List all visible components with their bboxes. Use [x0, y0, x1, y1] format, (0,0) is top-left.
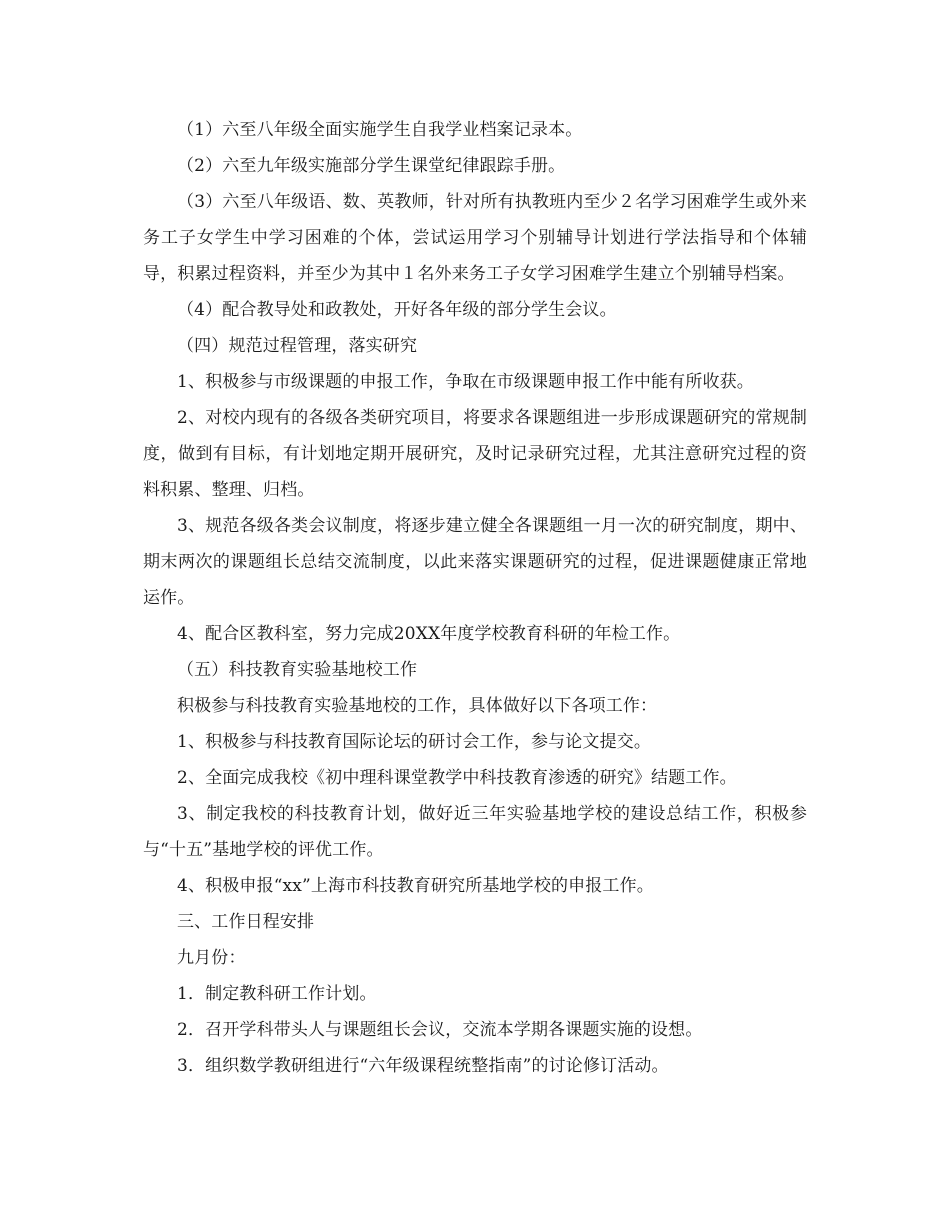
paragraph-15: 4、积极申报“xx”上海市科技教育研究所基地学校的申报工作。 [177, 876, 654, 896]
paragraph-3: （3）六至八年级语、数、英教师，针对所有执教班内至少２名学习困难学生或外来务工子女学生中学习困难的个体，尝试运用学习个别辅导计划进行学法指导和个体辅导，积累过程资料，并至少为其中１名外来务工子女学习困难学生建立个别辅导档案。 [143, 192, 807, 284]
schedule-item-2: 2．召开学科带头人与课题组长会议，交流本学期各课题实施的设想。 [177, 1020, 703, 1040]
section-heading-4: （四）规范过程管理，落实研究 [177, 336, 418, 356]
paragraph-9: 4、配合区教科室，努力完成20XX年度学校教育科研的年检工作。 [177, 624, 681, 644]
section-heading-5: （五）科技教育实验基地校工作 [177, 660, 418, 680]
paragraph-8: 3、规范各级各类会议制度，将逐步建立健全各课题组一月一次的研究制度，期中、期末两次的课题组长总结交流制度，以此来落实课题研究的过程，促进课题健康正常地运作。 [143, 516, 807, 608]
section-heading-schedule: 三、工作日程安排 [177, 912, 315, 932]
document-body [143, 112, 807, 1084]
paragraph-2: （2）六至九年级实施部分学生课堂纪律跟踪手册。 [177, 156, 566, 176]
month-heading-september: 九月份： [177, 948, 246, 968]
paragraph-6: 1、积极参与市级课题的申报工作，争取在市级课题申报工作中能有所收获。 [177, 372, 754, 392]
paragraph-7: 2、对校内现有的各级各类研究项目，将要求各课题组进一步形成课题研究的常规制度，做到有目标，有计划地定期开展研究，及时记录研究过程，尤其注意研究过程的资料积累、整理、归档。 [143, 408, 807, 500]
paragraph-12: 1、积极参与科技教育国际论坛的研讨会工作，参与论文提交。 [177, 732, 652, 752]
paragraph-4: （4）配合教导处和政教处，开好各年级的部分学生会议。 [177, 300, 617, 320]
paragraph-14: 3、制定我校的科技教育计划，做好近三年实验基地学校的建设总结工作，积极参与“十五”基地学校的评优工作。 [143, 804, 807, 860]
paragraph-11: 积极参与科技教育实验基地校的工作，具体做好以下各项工作： [177, 696, 658, 716]
paragraph-1: （1）六至八年级全面实施学生自我学业档案记录本。 [177, 120, 583, 140]
paragraph-13: 2、全面完成我校《初中理科课堂教学中科技教育渗透的研究》结题工作。 [177, 768, 737, 788]
schedule-item-1: 1．制定教科研工作计划。 [177, 984, 377, 1004]
schedule-item-3: 3．组织数学教研组进行“六年级课程统整指南”的讨论修订活动。 [177, 1056, 669, 1076]
